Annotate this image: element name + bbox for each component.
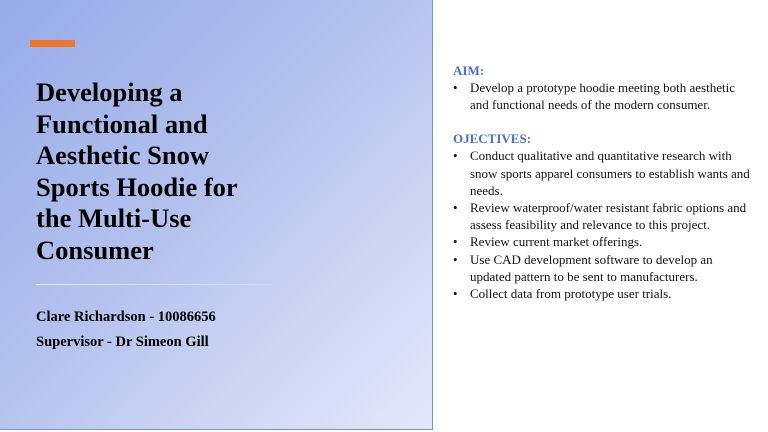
objective-item — [453, 285, 753, 302]
objectives-list — [453, 147, 753, 302]
bullet-icon: • — [453, 234, 458, 250]
aim-heading: AIM: — [453, 63, 485, 78]
bullet-icon: • — [453, 80, 458, 95]
objective-item — [453, 199, 753, 233]
bullet-icon: • — [453, 251, 458, 267]
objective-item-text: Review current market offerings. — [470, 234, 643, 250]
accent-bar — [30, 40, 75, 47]
divider — [36, 284, 272, 285]
objective-item-text: Conduct qualitative and quantitative research with snow sports apparel consumers to establish wants and needs. — [470, 148, 750, 198]
objective-item-text: Review waterproof/water resistant fabric options and assess feasibility and relevance to this project. — [470, 200, 747, 233]
author-name: Clare Richardson - 10086656 — [36, 309, 216, 325]
slide-title: Developing a Functional and Aesthetic Snow Sports Hoodie for the Multi-Use Consumer — [36, 77, 238, 265]
supervisor-name: Supervisor - Dr Simeon Gill — [36, 334, 209, 350]
bullet-icon: • — [453, 148, 458, 164]
objective-item-text: Use CAD development software to develop an updated pattern to be sent to manufacturers. — [470, 251, 713, 284]
bullet-icon: • — [453, 200, 458, 216]
objectives-heading: OJECTIVES: — [453, 131, 532, 147]
objective-item — [453, 251, 753, 285]
aim-list — [453, 79, 753, 113]
bullet-icon: • — [453, 286, 458, 302]
objective-item — [453, 233, 753, 250]
objective-item-text: Collect data from prototype user trials. — [470, 286, 672, 302]
aim-item — [453, 79, 753, 113]
aim-item-text: Develop a prototype hoodie meeting both aesthetic and functional needs of the modern consumer. — [470, 80, 735, 113]
objective-item — [453, 147, 753, 199]
content-panel — [453, 62, 753, 302]
